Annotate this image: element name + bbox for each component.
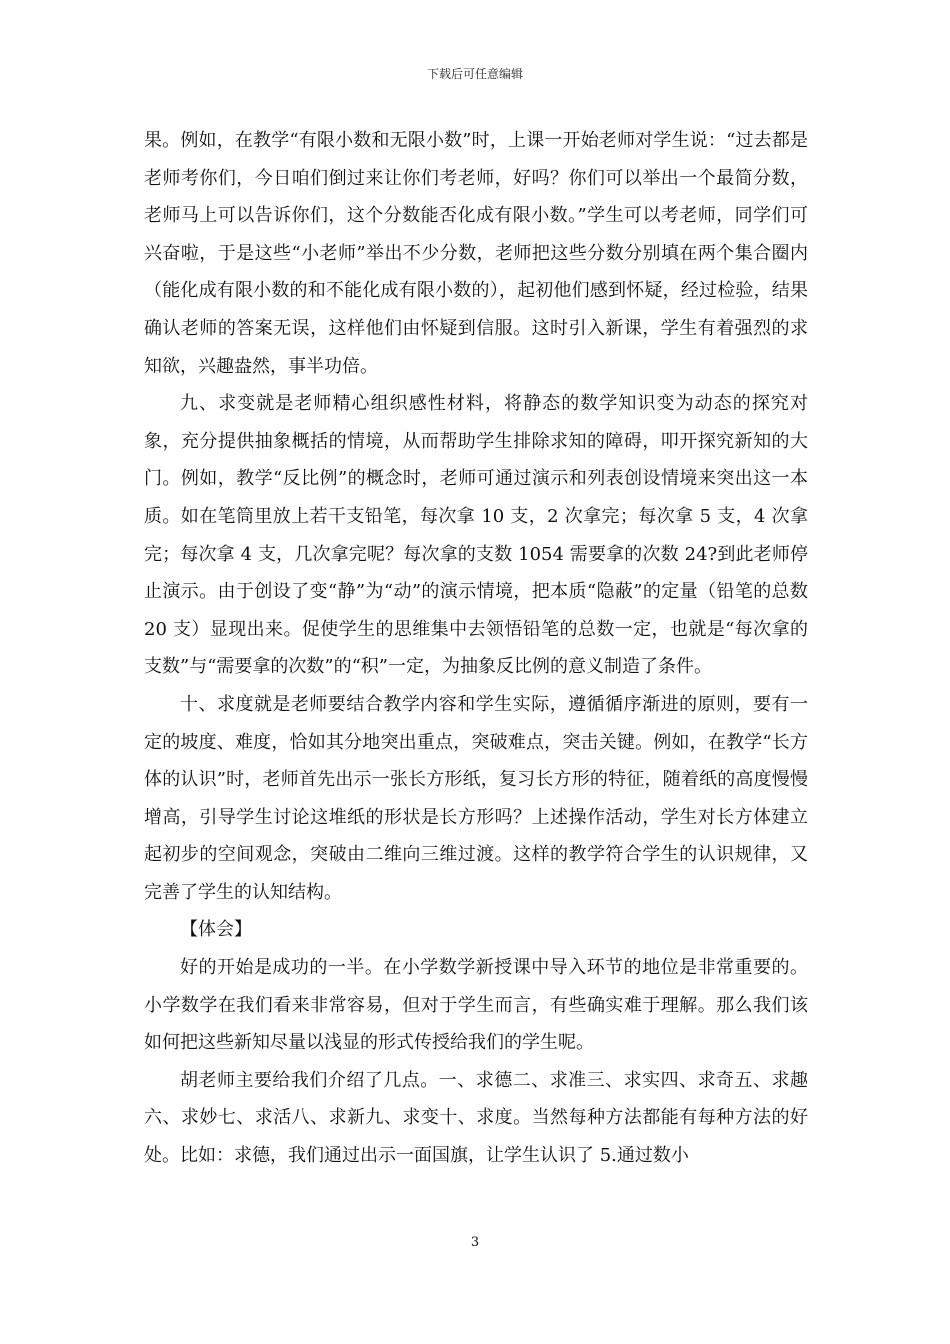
paragraph-teacher-hu: 胡老师主要给我们介绍了几点。一、求德二、求准三、求实四、求奇五、求趣六、求妙七、求活八、求新九、求变十、求度。当然每种方法都能有每种方法的好处。比如：求德，我们通过出示一面国旗，让学生认识了 5.通过数小 (144, 1069, 808, 1167)
paragraph-example-continuation: 果。例如，在教学“有限小数和无限小数”时，上课一开始老师对学生说：“过去都是老师考你们，今日咱们倒过来让你们考老师，好吗？你们可以举出一个最简分数，老师马上可以告诉你们，这个分数能否化成有限小数。”学生可以考老师，同学们可兴奋啦，于是这些“小老师”举出不少分数，老师把这些分数分别填在两个集合圈内（能化成有限小数的和不能化成有限小数的），起初他们感到怀疑，经过检验，结果确认老师的答案无误，这样他们由怀疑到信服。这时引入新课，学生有着强烈的求知欲，兴趣盎然，事半功倍。 (144, 130, 808, 377)
page-number: 3 (470, 1235, 480, 1250)
paragraph-ten-qiudu: 十、求度就是老师要结合教学内容和学生实际，遵循循序渐进的原则，要有一定的坡度、难度，恰如其分地突出重点，突破难点，突击关键。例如，在教学“长方体的认识”时，老师首先出示一张长方形纸，复习长方形的特征，随着纸的高度慢慢增高，引导学生讨论这堆纸的形状是长方形吗？上述操作活动，学生对长方体建立起初步的空间观念，突破由二维向三维过渡。这样的教学符合学生的认识规律，又完善了学生的认知结构。 (144, 693, 808, 903)
page-header: 下载后可任意编辑 (426, 67, 523, 81)
document-body (144, 122, 808, 1175)
paragraph-good-start: 好的开始是成功的一半。在小学数学新授课中导入环节的地位是非常重要的。小学数学在我们看来非常容易，但对于学生而言，有些确实难于理解。那么我们该如何把这些新知尽量以浅显的形式传授给我们的学生呢。 (144, 957, 808, 1054)
section-heading-tihui: 【体会】 (180, 919, 252, 941)
paragraph-nine-qiubian: 九、求变就是老师精心组织感性材料，将静态的数学知识变为动态的探究对象，充分提供抽象概括的情境，从而帮助学生排除求知的障碍，叩开探究新知的大门。例如，教学“反比例”的概念时，老师可通过演示和列表创设情境来突出这一本质。如在笔筒里放上若干支铅笔，每次拿 10 支，2 次拿完；每次拿 5 支，4 次拿完；每次拿 4 支，几次拿完呢？每次拿的支数 1054 需要拿的次数 24?到此老师停止演示。由于创设了变“静”为“动”的演示情境，把本质“隐蔽”的定量（铅笔的总数 20 支）显现出来。促使学生的思维集中去领悟铅笔的总数一定，也就是“每次拿的支数”与“需要拿的次数”的“积”一定，为抽象反比例的意义制造了条件。 (144, 393, 808, 678)
